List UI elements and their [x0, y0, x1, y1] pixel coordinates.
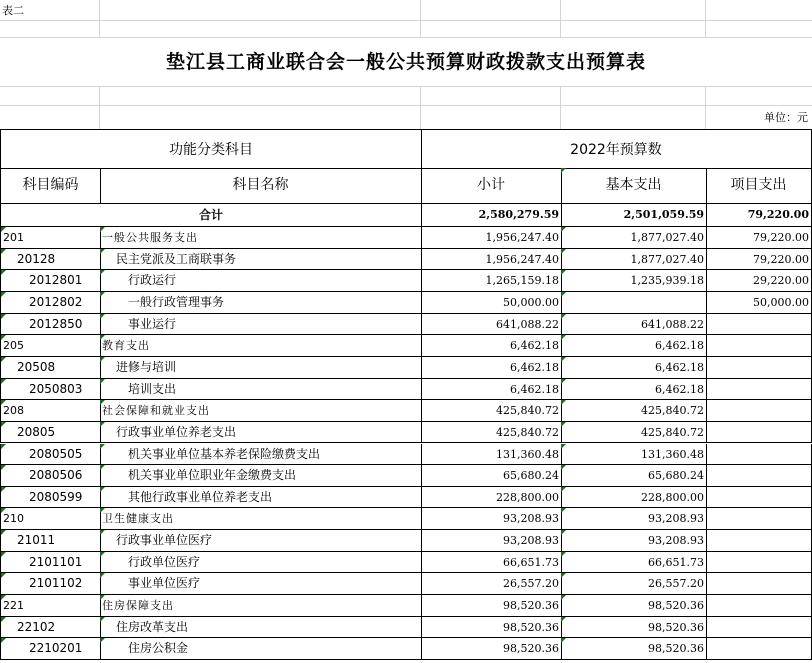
project-header: 项目支出: [706, 168, 812, 204]
row-code: 22102: [0, 617, 101, 639]
row-subtotal: 6,462.18: [421, 335, 562, 357]
row-name: 进修与培训: [100, 357, 422, 379]
row-name: 一般行政管理事务: [100, 292, 422, 314]
empty-cell: [421, 106, 561, 129]
table-row: [0, 270, 812, 292]
cell-marker-icon: [1, 573, 6, 578]
row-code: 2210201: [0, 638, 101, 660]
cell-marker-icon: [561, 508, 566, 513]
empty-cell: [100, 87, 421, 106]
cell-marker-icon: [100, 270, 105, 275]
row-basic: 1,877,027.40: [561, 227, 707, 249]
table-row: [0, 335, 812, 357]
row-project: [706, 422, 812, 444]
spacer-row: [0, 21, 812, 38]
row-name: 行政运行: [100, 270, 422, 292]
empty-cell: [561, 87, 706, 106]
row-project: [706, 400, 812, 422]
row-project: [706, 573, 812, 595]
row-name: 事业单位医疗: [100, 573, 422, 595]
row-subtotal: 93,208.93: [421, 508, 562, 530]
table-row: [0, 379, 812, 401]
row-name: 住房公积金: [100, 638, 422, 660]
empty-cell: [0, 106, 100, 129]
empty-cell: [421, 0, 561, 21]
row-project: [706, 465, 812, 487]
cell-marker-icon: [561, 270, 566, 275]
row-code: 2101101: [0, 552, 101, 574]
cell-marker-icon: [1, 444, 6, 449]
row-name: 机关事业单位职业年金缴费支出: [100, 465, 422, 487]
row-code: 21011: [0, 530, 101, 552]
cell-marker-icon: [100, 465, 105, 470]
cell-marker-icon: [1, 314, 6, 319]
cell-marker-icon: [100, 335, 105, 340]
row-code: 221: [0, 595, 101, 617]
row-code: 2050803: [0, 379, 101, 401]
row-project: [706, 487, 812, 509]
empty-cell: [100, 106, 421, 129]
subtotal-header: 小计: [421, 168, 562, 204]
title-row: [0, 38, 812, 87]
row-subtotal: 425,840.72: [421, 422, 562, 444]
row-code: 210: [0, 508, 101, 530]
row-basic: 1,235,939.18: [561, 270, 707, 292]
row-name: 行政事业单位养老支出: [100, 422, 422, 444]
table-row: [0, 292, 812, 314]
cell-marker-icon: [1, 335, 6, 340]
row-basic: [561, 292, 707, 314]
cell-marker-icon: [1, 552, 6, 557]
empty-cell: [561, 0, 706, 21]
row-basic: 98,520.36: [561, 595, 707, 617]
cell-marker-icon: [561, 249, 566, 254]
row-name: 培训支出: [100, 379, 422, 401]
row-subtotal: 641,088.22: [421, 314, 562, 336]
row-name: 住房保障支出: [100, 595, 422, 617]
cell-marker-icon: [561, 638, 566, 643]
cell-marker-icon: [561, 400, 566, 405]
basic-header: 基本支出: [561, 168, 707, 204]
table-row: [0, 530, 812, 552]
row-code: 208: [0, 400, 101, 422]
total-subtotal: 2,580,279.59: [421, 204, 562, 227]
row-project: [706, 357, 812, 379]
table-row: [0, 314, 812, 336]
empty-cell: [100, 21, 421, 38]
row-subtotal: 93,208.93: [421, 530, 562, 552]
row-name: 民主党派及工商联事务: [100, 249, 422, 271]
cell-marker-icon: [100, 249, 105, 254]
cell-marker-icon: [561, 552, 566, 557]
empty-cell: [0, 21, 100, 38]
cell-marker-icon: [100, 617, 105, 622]
cell-marker-icon: [561, 617, 566, 622]
cell-marker-icon: [1, 617, 6, 622]
table-row: [0, 487, 812, 509]
cell-marker-icon: [1, 270, 6, 275]
table-header: [0, 129, 812, 204]
table-row: [0, 357, 812, 379]
cell-marker-icon: [100, 357, 105, 362]
cell-marker-icon: [100, 530, 105, 535]
table-row: [0, 444, 812, 466]
cell-marker-icon: [1, 400, 6, 405]
cell-marker-icon: [561, 487, 566, 492]
cell-marker-icon: [561, 595, 566, 600]
row-code: 2101102: [0, 573, 101, 595]
cell-marker-icon: [1, 465, 6, 470]
row-project: 79,220.00: [706, 249, 812, 271]
cell-marker-icon: [561, 465, 566, 470]
empty-cell: [561, 106, 706, 129]
row-subtotal: 98,520.36: [421, 595, 562, 617]
cell-marker-icon: [1, 227, 6, 232]
cell-marker-icon: [1, 292, 6, 297]
table-row: [0, 617, 812, 639]
unit-row: [0, 106, 812, 129]
cell-marker-icon: [561, 168, 566, 173]
cell-marker-icon: [1, 422, 6, 427]
row-subtotal: 1,956,247.40: [421, 249, 562, 271]
row-project: 50,000.00: [706, 292, 812, 314]
row-code: 20128: [0, 249, 101, 271]
row-name: 事业运行: [100, 314, 422, 336]
row-basic: 425,840.72: [561, 422, 707, 444]
empty-cell: [706, 21, 812, 38]
row-project: 79,220.00: [706, 227, 812, 249]
table-row: [0, 552, 812, 574]
cell-marker-icon: [100, 400, 105, 405]
total-row: [0, 204, 812, 227]
row-project: [706, 617, 812, 639]
row-subtotal: 98,520.36: [421, 617, 562, 639]
row-project: [706, 379, 812, 401]
empty-cell: [706, 0, 812, 21]
cell-marker-icon: [100, 379, 105, 384]
table-row: [0, 227, 812, 249]
row-basic: 6,462.18: [561, 357, 707, 379]
row-code: 2080505: [0, 444, 101, 466]
code-header: 科目编码: [0, 168, 101, 204]
row-code: 2012850: [0, 314, 101, 336]
cell-marker-icon: [1, 249, 6, 254]
row-project: [706, 444, 812, 466]
total-label: 合计: [0, 204, 422, 227]
row-basic: 93,208.93: [561, 508, 707, 530]
row-project: [706, 335, 812, 357]
table-row: [0, 638, 812, 660]
cell-marker-icon: [100, 444, 105, 449]
table-row: [0, 249, 812, 271]
row-code: 2080599: [0, 487, 101, 509]
row-subtotal: 50,000.00: [421, 292, 562, 314]
table-row: [0, 400, 812, 422]
cell-marker-icon: [1, 487, 6, 492]
row-subtotal: 1,265,159.18: [421, 270, 562, 292]
total-basic: 2,501,059.59: [561, 204, 707, 227]
cell-marker-icon: [561, 530, 566, 535]
row-subtotal: 98,520.36: [421, 638, 562, 660]
row-name: 一般公共服务支出: [100, 227, 422, 249]
cell-marker-icon: [561, 422, 566, 427]
cell-marker-icon: [100, 508, 105, 513]
row-project: 29,220.00: [706, 270, 812, 292]
row-subtotal: 65,680.24: [421, 465, 562, 487]
row-name: 其他行政事业单位养老支出: [100, 487, 422, 509]
row-basic: 641,088.22: [561, 314, 707, 336]
row-subtotal: 6,462.18: [421, 379, 562, 401]
row-project: [706, 314, 812, 336]
name-header: 科目名称: [100, 168, 422, 204]
page-title: 垫江县工商业联合会一般公共预算财政拨款支出预算表: [165, 51, 646, 73]
sheet-label-row: [0, 0, 812, 21]
row-code: 20508: [0, 357, 101, 379]
row-basic: 425,840.72: [561, 400, 707, 422]
cell-marker-icon: [561, 444, 566, 449]
cell-marker-icon: [561, 357, 566, 362]
row-code: 201: [0, 227, 101, 249]
row-project: [706, 508, 812, 530]
functional-class-header: 功能分类科目: [0, 129, 422, 169]
row-code: 20805: [0, 422, 101, 444]
row-basic: 98,520.36: [561, 617, 707, 639]
cell-marker-icon: [1, 595, 6, 600]
cell-marker-icon: [100, 292, 105, 297]
cell-marker-icon: [1, 357, 6, 362]
row-project: [706, 595, 812, 617]
empty-cell: [421, 21, 561, 38]
row-name: 行政单位医疗: [100, 552, 422, 574]
cell-marker-icon: [561, 379, 566, 384]
row-project: [706, 638, 812, 660]
cell-marker-icon: [100, 638, 105, 643]
cell-marker-icon: [1, 638, 6, 643]
row-name: 行政事业单位医疗: [100, 530, 422, 552]
row-basic: 6,462.18: [561, 379, 707, 401]
cell-marker-icon: [1, 379, 6, 384]
cell-marker-icon: [561, 314, 566, 319]
row-subtotal: 26,557.20: [421, 573, 562, 595]
cell-marker-icon: [1, 530, 6, 535]
cell-marker-icon: [100, 422, 105, 427]
cell-marker-icon: [1, 508, 6, 513]
row-project: [706, 552, 812, 574]
empty-cell: [706, 87, 812, 106]
row-basic: 131,360.48: [561, 444, 707, 466]
table-row: [0, 595, 812, 617]
row-code: 2012802: [0, 292, 101, 314]
row-basic: 65,680.24: [561, 465, 707, 487]
table-row: [0, 422, 812, 444]
empty-cell: [0, 87, 100, 106]
row-name: 卫生健康支出: [100, 508, 422, 530]
row-basic: 228,800.00: [561, 487, 707, 509]
row-basic: 93,208.93: [561, 530, 707, 552]
table-row: [0, 465, 812, 487]
cell-marker-icon: [100, 227, 105, 232]
blank-row: [0, 87, 812, 106]
cell-marker-icon: [100, 552, 105, 557]
row-name: 机关事业单位基本养老保险缴费支出: [100, 444, 422, 466]
empty-cell: [561, 21, 706, 38]
row-subtotal: 131,360.48: [421, 444, 562, 466]
row-basic: 1,877,027.40: [561, 249, 707, 271]
cell-marker-icon: [561, 227, 566, 232]
row-project: [706, 530, 812, 552]
cell-marker-icon: [100, 314, 105, 319]
row-subtotal: 6,462.18: [421, 357, 562, 379]
budget-year-header: 2022年预算数: [421, 129, 812, 169]
row-name: 社会保障和就业支出: [100, 400, 422, 422]
cell-marker-icon: [100, 573, 105, 578]
row-basic: 6,462.18: [561, 335, 707, 357]
row-code: 2080506: [0, 465, 101, 487]
row-subtotal: 425,840.72: [421, 400, 562, 422]
total-project: 79,220.00: [706, 204, 812, 227]
row-code: 2012801: [0, 270, 101, 292]
empty-cell: [100, 0, 421, 21]
row-basic: 98,520.36: [561, 638, 707, 660]
cell-marker-icon: [561, 573, 566, 578]
cell-marker-icon: [561, 335, 566, 340]
row-name: 教育支出: [100, 335, 422, 357]
empty-cell: [421, 87, 561, 106]
row-basic: 66,651.73: [561, 552, 707, 574]
table-row: [0, 573, 812, 595]
cell-marker-icon: [561, 292, 566, 297]
row-basic: 26,557.20: [561, 573, 707, 595]
table-row: [0, 508, 812, 530]
row-code: 205: [0, 335, 101, 357]
cell-marker-icon: [100, 487, 105, 492]
row-name: 住房改革支出: [100, 617, 422, 639]
row-subtotal: 66,651.73: [421, 552, 562, 574]
row-subtotal: 228,800.00: [421, 487, 562, 509]
unit-label: 单位：元: [764, 111, 808, 124]
cell-marker-icon: [100, 595, 105, 600]
sheet-label: 表二: [0, 0, 100, 21]
row-subtotal: 1,956,247.40: [421, 227, 562, 249]
